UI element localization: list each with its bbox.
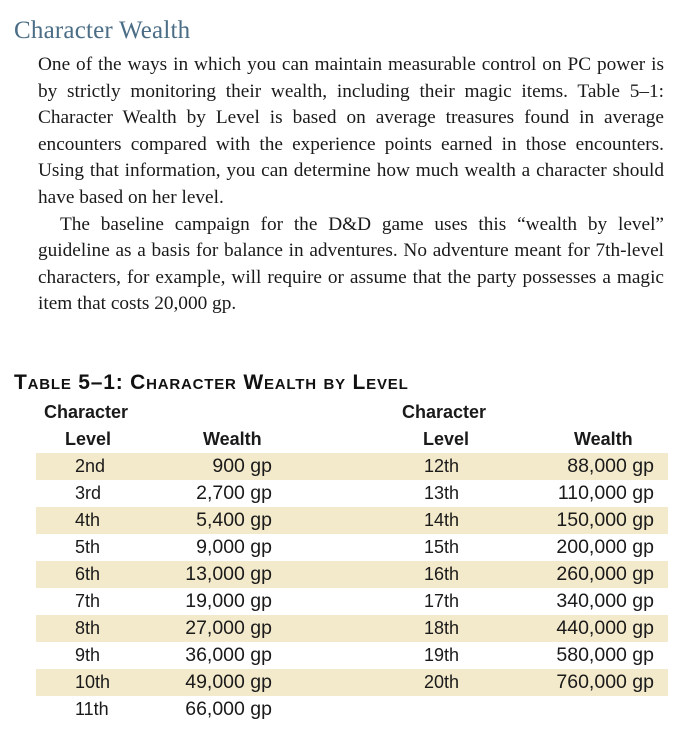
level-cell: 12th (424, 456, 460, 476)
level-cell: 13th (424, 483, 460, 503)
wealth-cell: 260,000 gp (556, 563, 654, 585)
table-row (36, 642, 668, 669)
wealth-cell: 2,700 gp (196, 482, 272, 504)
wealth-cell: 340,000 gp (556, 590, 654, 612)
level-cell: 20th (424, 672, 460, 692)
wealth-cell: 66,000 gp (185, 698, 272, 720)
level-cell: 10th (75, 672, 111, 692)
table-row (36, 588, 668, 615)
level-cell: 3rd (75, 483, 102, 503)
wealth-cell: 760,000 gp (556, 671, 654, 693)
level-cell: 4th (75, 510, 101, 530)
wealth-cell: 27,000 gp (185, 617, 272, 639)
wealth-table (36, 399, 668, 723)
level-cell: 11th (75, 699, 109, 719)
level-cell: 17th (424, 591, 460, 611)
level-cell: 19th (424, 645, 460, 665)
header-level-line2-right: Level (423, 429, 470, 449)
wealth-cell: 900 gp (212, 455, 272, 477)
level-cell: 7th (75, 591, 101, 611)
header-level-line1-left: Character (44, 402, 129, 422)
level-cell: 9th (75, 645, 101, 665)
level-cell: 18th (424, 618, 460, 638)
header-wealth-right: Wealth (574, 429, 633, 449)
wealth-cell: 580,000 gp (556, 644, 654, 666)
table-row (36, 615, 668, 642)
level-cell: 8th (75, 618, 101, 638)
level-cell: 6th (75, 564, 101, 584)
wealth-cell: 110,000 gp (557, 482, 654, 504)
wealth-cell: 9,000 gp (196, 536, 272, 558)
wealth-cell: 88,000 gp (567, 455, 654, 477)
paragraph-2: The baseline campaign for the D&D game uses this “wealth by level” guideline as a basis for balance in adventures. No adventure meant for 7th-level characters, for example, will require or assume that the party possesses a magic item that costs 20,000 gp. (38, 213, 664, 315)
table-row (36, 480, 668, 507)
table-row (36, 507, 668, 534)
paragraph-1: One of the ways in which you can maintain measurable control on PC power is by strictly monitoring their wealth, including their magic items. Table 5–1: Character Wealth by Level is based on average treasures found in average encounters compared with the experience points earned in those encounters. Using that information, you can determine how much wealth a character should have based on her level. (38, 54, 664, 208)
header-level-line1-right: Character (402, 402, 487, 422)
table-row (36, 669, 668, 696)
level-cell: 14th (424, 510, 460, 530)
table-header (36, 399, 668, 453)
wealth-cell: 36,000 gp (185, 644, 272, 666)
table-row (36, 561, 668, 588)
wealth-cell: 5,400 gp (196, 509, 272, 531)
wealth-cell: 49,000 gp (185, 671, 272, 693)
wealth-cell: 150,000 gp (556, 509, 654, 531)
wealth-cell: 19,000 gp (185, 590, 272, 612)
table-row (36, 453, 668, 480)
level-cell: 2nd (75, 456, 106, 476)
header-wealth-left: Wealth (203, 429, 262, 449)
level-cell: 15th (424, 537, 460, 557)
body-text (38, 52, 664, 318)
table-title: Table 5–1: Character Wealth by Level (14, 371, 409, 394)
wealth-cell: 200,000 gp (556, 536, 654, 558)
table-row (36, 696, 668, 723)
wealth-cell: 13,000 gp (185, 563, 272, 585)
level-cell: 16th (424, 564, 460, 584)
section-heading: Character Wealth (14, 17, 191, 44)
table-row (36, 534, 668, 561)
wealth-cell: 440,000 gp (556, 617, 654, 639)
level-cell: 5th (75, 537, 101, 557)
header-level-line2-left: Level (65, 429, 112, 449)
